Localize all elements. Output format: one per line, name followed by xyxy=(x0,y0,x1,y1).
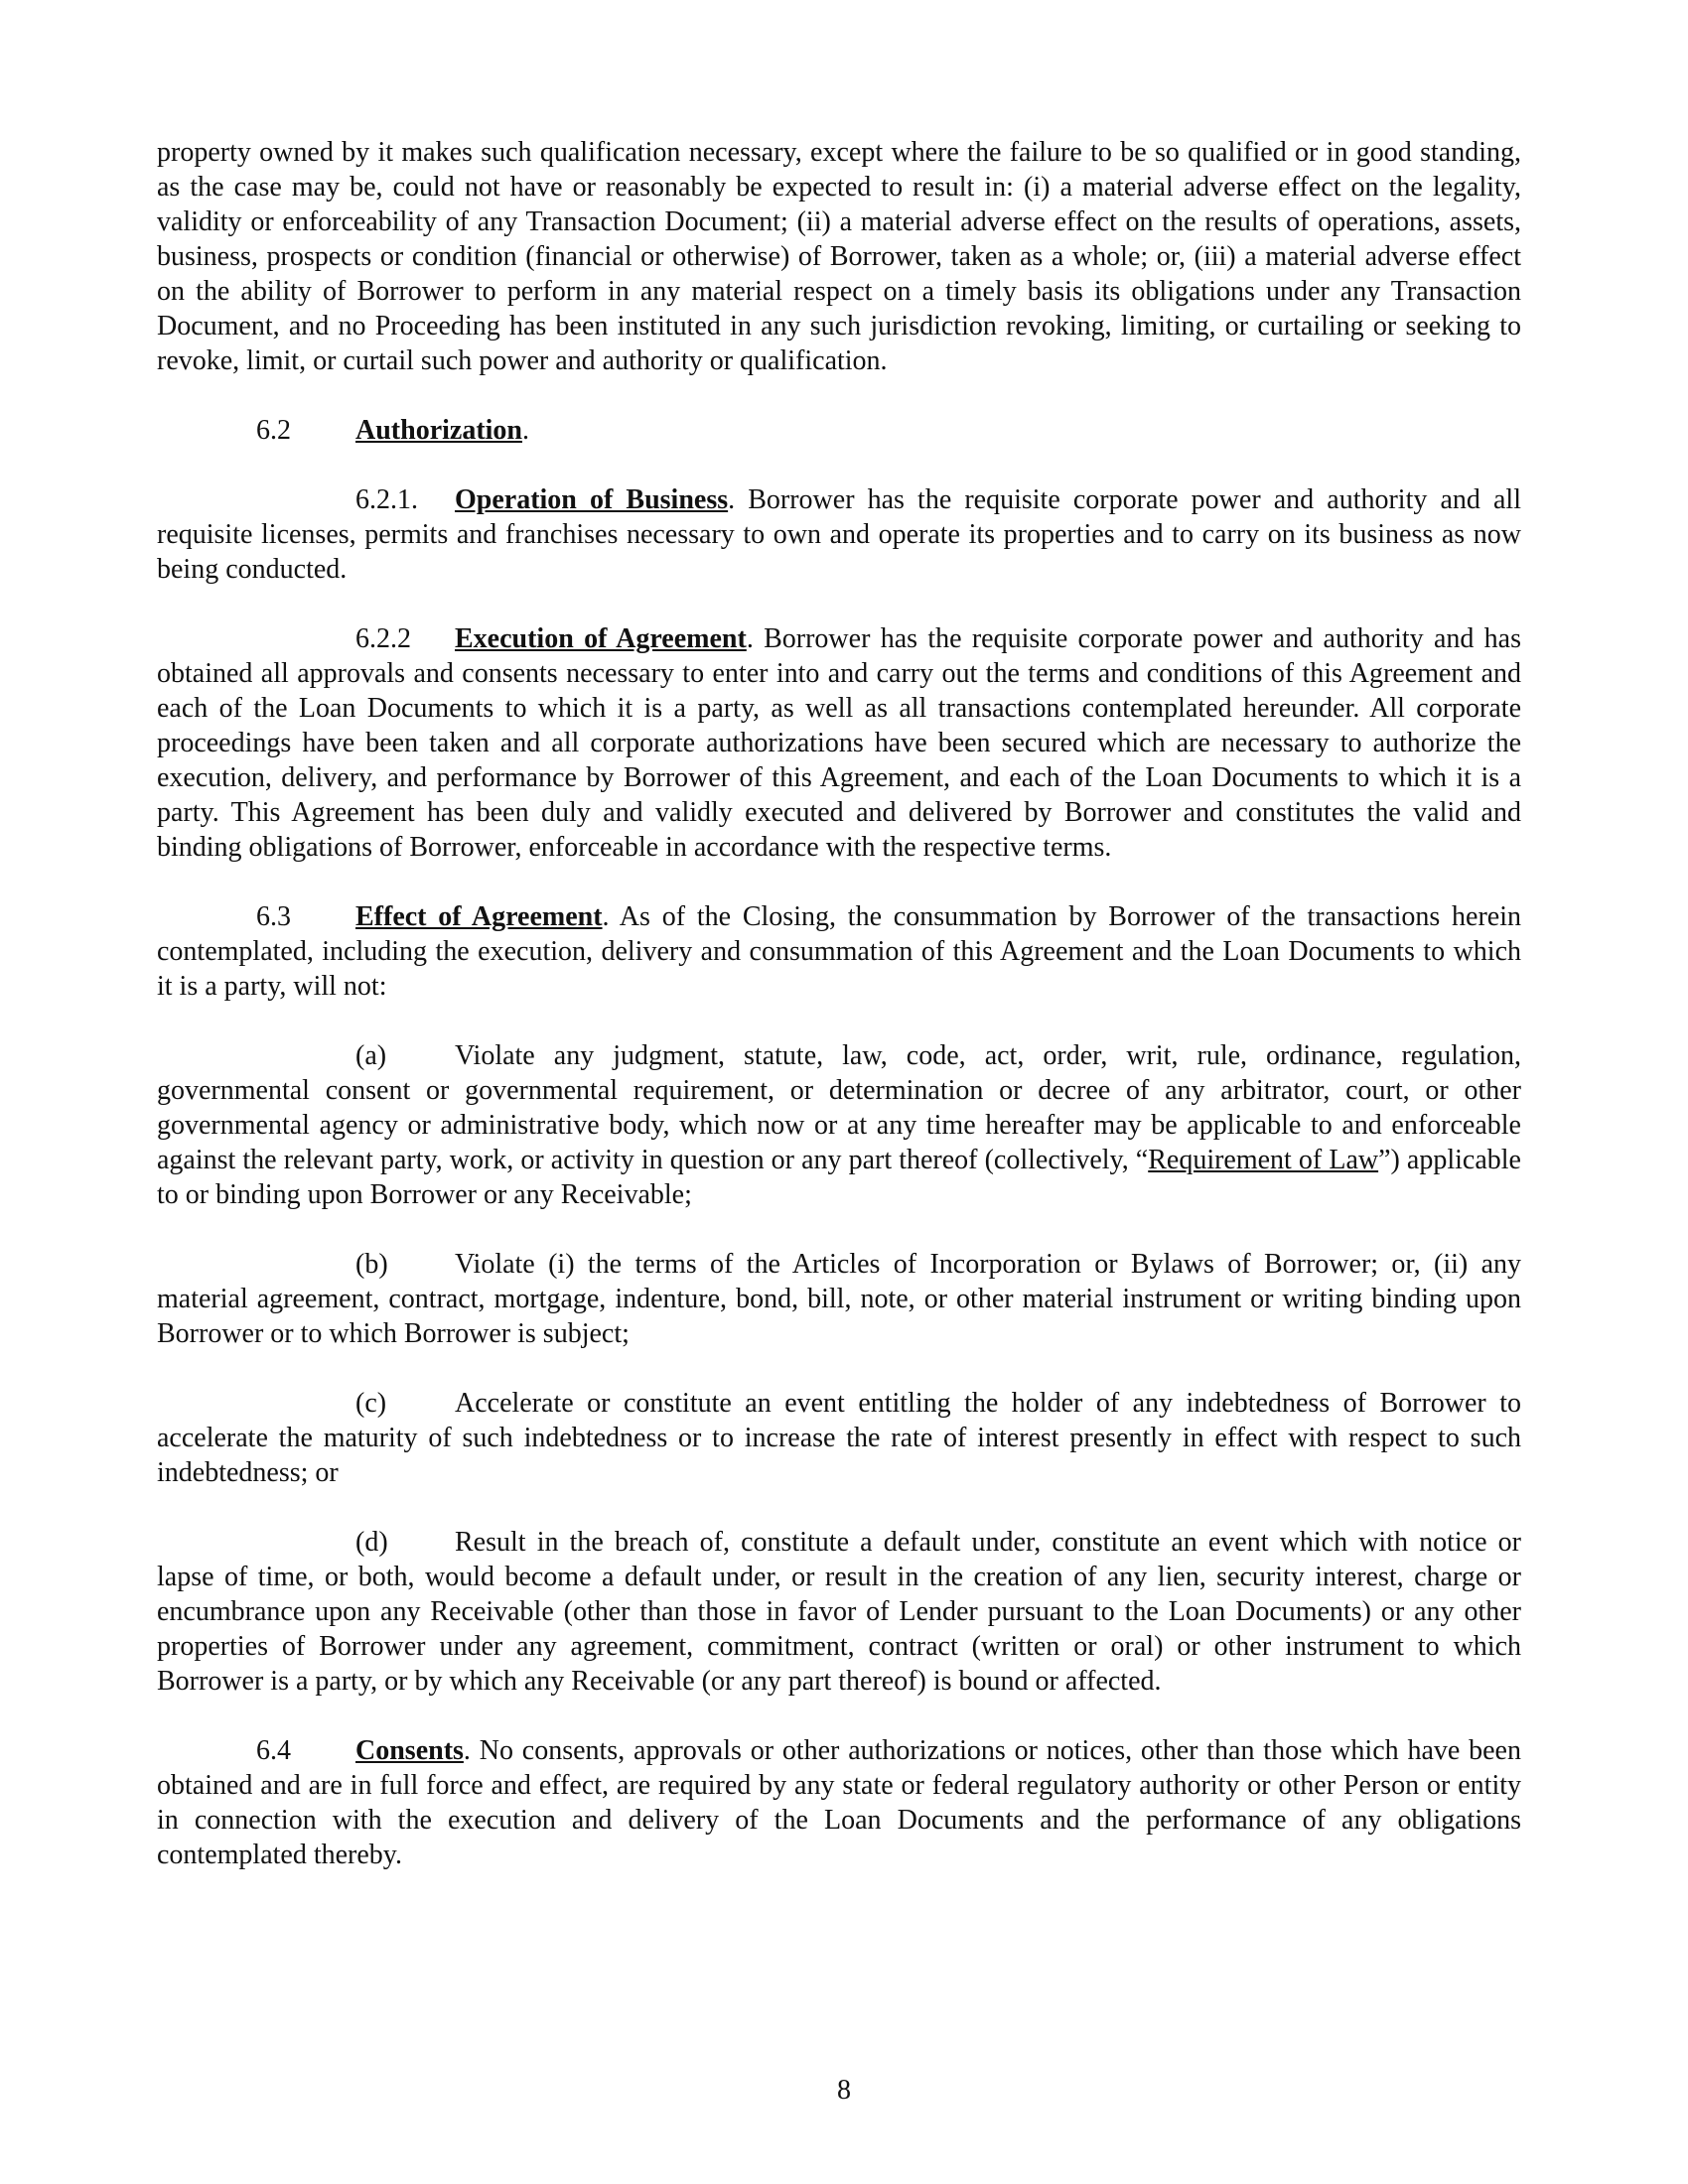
section-title: Operation of Business xyxy=(455,484,729,515)
intro-text: property owned by it makes such qualification necessary, except where the failure to be so qualified or in good standing, as the case may be, could not have or reasonably be expected to result in: (i) a material adverse effect on the legality, validity or enforceability of any Transaction Document; (ii) a material adverse effect on the results of operations, assets, business, prospects or condition (financial or otherwise) of Borrower, taken as a whole; or, (iii) a material adverse effect on the ability of Borrower to perform in any material respect on a timely basis its obligations under any Transaction Document, and no Proceeding has been instituted in any such jurisdiction revoking, limiting, or curtailing or seeking to revoke, limit, or curtail such power and authority or qualification. xyxy=(157,137,1521,376)
list-item-label: (b) xyxy=(355,1249,388,1280)
section-6-2-1 xyxy=(157,482,1521,587)
section-6-4 xyxy=(157,1733,1521,1872)
list-item-label: (d) xyxy=(355,1527,388,1558)
section-title: Execution of Agreement xyxy=(455,623,747,654)
list-item-text: Result in the breach of, constitute a default under, constitute an event which with notice or lapse of time, or both, would become a default under, or result in the creation of any lien, security interest, charge or encumbrance upon any Receivable (other than those in favor of Lender pursuant to the Loan Documents) or any other properties of Borrower under any agreement, commitment, contract (written or oral) or other instrument to which Borrower is a party, or by which any Receivable (or any part thereof) is bound or affected. xyxy=(157,1527,1521,1697)
section-number: 6.2.2 xyxy=(355,623,411,654)
page-number: 8 xyxy=(837,2075,851,2106)
section-text: . No consents, approvals or other authorizations or notices, other than those which have been obtained and are in full force and effect, are required by any state or federal regulatory authority or other Person or entity in connection with the execution and delivery of the Loan Documents and the performance of any obligations contemplated thereby. xyxy=(157,1735,1521,1870)
section-text: . As of the Closing, the consummation by Borrower of the transactions herein contemplated, including the execution, delivery and consummation of this Agreement and the Loan Documents to which it is a party, will not: xyxy=(157,901,1521,1002)
section-text: . Borrower has the requisite corporate power and authority and has obtained all approvals and consents necessary to enter into and carry out the terms and conditions of this Agreement and each of the Loan Documents to which it is a party, as well as all transactions contemplated hereunder. All corporate proceedings have been taken and all corporate authorizations have been secured which are necessary to authorize the execution, delivery, and performance by Borrower of this Agreement, and each of the Loan Documents to which it is a party. This Agreement has been duly and validly executed and delivered by Borrower and constitutes the valid and binding obligations of Borrower, enforceable in accordance with the respective terms. xyxy=(157,623,1521,863)
section-text: . Borrower has the requisite corporate power and authority and all requisite licenses, permits and franchises necessary to own and operate its properties and to carry on its business as now being conducted. xyxy=(157,484,1521,585)
list-item-label: (a) xyxy=(355,1040,387,1071)
list-item-text: Violate any judgment, statute, law, code, act, order, writ, rule, ordinance, regulation, governmental consent or governmental requirement, or determination or decree of any arbitrator, court, or other governmental agency or administrative body, which now or at any time hereafter may be applicable to and enforceable against the relevant party, work, or activity in question or any part thereof (collectively, “ xyxy=(157,1040,1521,1175)
section-number: 6.4 xyxy=(256,1735,291,1766)
section-6-2-heading xyxy=(157,413,1521,448)
list-item-text: Accelerate or constitute an event entitling the holder of any indebtedness of Borrower to accelerate the maturity of such indebtedness or to increase the rate of interest presently in effect with respect to such indebtedness; or xyxy=(157,1388,1521,1488)
list-item-label: (c) xyxy=(355,1388,387,1419)
intro-paragraph xyxy=(157,135,1521,378)
section-6-3 xyxy=(157,899,1521,1004)
list-item-d xyxy=(157,1525,1521,1699)
section-number: 6.2 xyxy=(256,415,291,446)
document-page xyxy=(157,135,1521,1907)
section-title: Effect of Agreement xyxy=(355,901,603,932)
defined-term: Requirement of Law xyxy=(1148,1145,1379,1175)
section-6-2-2 xyxy=(157,621,1521,865)
list-item-text-end: ”) applicable to or binding upon Borrower or any Receivable; xyxy=(157,1145,1521,1210)
section-title: Authorization xyxy=(355,415,522,446)
section-title-period: . xyxy=(522,415,529,446)
section-title: Consents xyxy=(355,1735,464,1766)
list-item-c xyxy=(157,1386,1521,1490)
section-number: 6.3 xyxy=(256,901,291,932)
section-number: 6.2.1. xyxy=(355,484,418,515)
list-item-a xyxy=(157,1038,1521,1212)
list-item-text: Violate (i) the terms of the Articles of Incorporation or Bylaws of Borrower; or, (ii) any material agreement, contract, mortgage, indenture, bond, bill, note, or other material instrument or writing binding upon Borrower or to which Borrower is subject; xyxy=(157,1249,1521,1349)
list-item-b xyxy=(157,1247,1521,1351)
